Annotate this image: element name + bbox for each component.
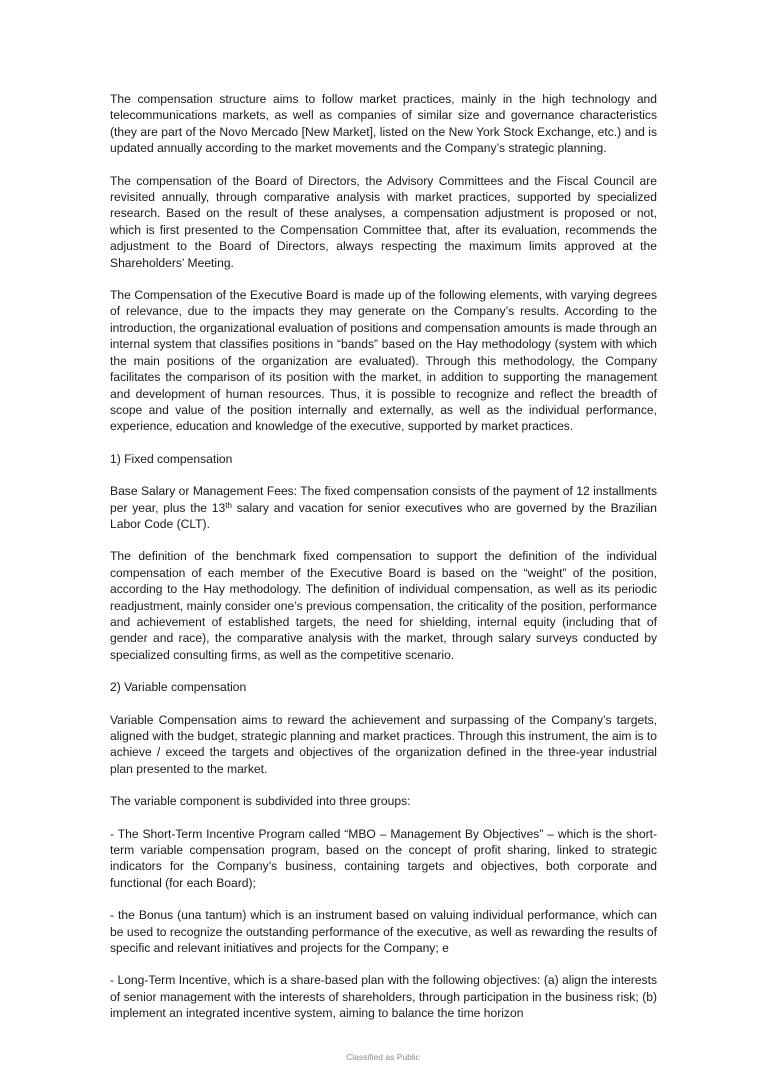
classification-footer: Classified as Public [346,1052,420,1062]
paragraph-variable-aims: Variable Compensation aims to reward the achievement and surpassing of the Company’s targets, aligned with the budget, strategic planning and market practices. Through this instrument, the aim is to achieve / exceed the targets and objectives of the organization defined in the three-year industrial plan presented to the market. [110,712,657,776]
paragraph-executive-compensation: The Compensation of the Executive Board is made up of the following elements, with varying degrees of relevance, due to the impacts they may generate on the Company’s results. According to the introduction, the organizational evaluation of positions and compensation amounts is made through an internal system that classifies positions in “bands” based on the Hay methodology (system with which the main positions of the organization are evaluated). Through this methodology, the Company facilitates the comparison of its position with the market, in addition to supporting the management and development of human resources. Thus, it is possible to recognize and reflect the breadth of scope and value of the position internally and externally, as well as the individual performance, experience, education and knowledge of the executive, supported by market practices. [110,288,657,434]
base-salary-text-end: salary and vacation for senior executives who are governed by the Brazilian Labor Code (CLT). [110,500,657,531]
paragraph-benchmark-definition: The definition of the benchmark fixed compensation to support the definition of the individual compensation of each member of the Executive Board is based on the “weight” of the position, according to the Hay methodology. The definition of individual compensation, as well as its periodic readjustment, mainly consider one’s previous compensation, the criticality of the position, performance and achievement of established targets, the need for shielding, internal equity (including that of gender and race), the comparative analysis with the market, through salary surveys conducted by specialized consulting firms, as well as the competitive scenario. [110,549,657,662]
document-body [110,91,657,1022]
heading-variable-compensation: 2) Variable compensation [110,680,247,695]
list-item-mbo: - The Short-Term Incentive Program called “MBO – Management By Objectives” – which is the short-term variable compensation program, based on the concept of profit sharing, linked to strategic indicators for the Company’s business, containing targets and objectives, both corporate and functional (for each Board); [110,826,657,890]
paragraph-board-compensation: The compensation of the Board of Directors, the Advisory Committees and the Fiscal Council are revisited annually, through comparative analysis with market practices, supported by specialized research. Based on the result of these analyses, a compensation adjustment is proposed or not, which is first presented to the Compensation Committee that, after its evaluation, recommends the adjustment to the Board of Directors, always respecting the maximum limits approved at the Shareholders’ Meeting. [110,173,657,270]
list-item-bonus: - the Bonus (una tantum) which is an instrument based on valuing individual performance, which can be used to recognize the outstanding performance of the executive, as well as rewarding the results of specific and relevant initiatives and projects for the Company; e [110,908,657,956]
superscript-th: th [225,500,232,510]
base-salary-text-start: Base Salary or Management Fees: The fixed compensation consists of the payment of 12 installments per year, plus the 13 [110,484,657,515]
paragraph-variable-groups: The variable component is subdivided into three groups: [110,794,411,809]
paragraph-base-salary [110,483,657,532]
paragraph-compensation-structure: The compensation structure aims to follow market practices, mainly in the high technology and telecommunications markets, as well as companies of similar size and governance characteristics (they are part of the Novo Mercado [New Market], listed on the New York Stock Exchange, etc.) and is updated annually according to the market movements and the Company’s strategic planning. [110,92,657,156]
list-item-long-term-incentive: - Long-Term Incentive, which is a share-based plan with the following objectives: (a) align the interests of senior management with the interests of shareholders, through participation in the business risk; (b) implement an integrated incentive system, aiming to balance the time horizon [110,973,657,1021]
heading-fixed-compensation: 1) Fixed compensation [110,451,233,466]
